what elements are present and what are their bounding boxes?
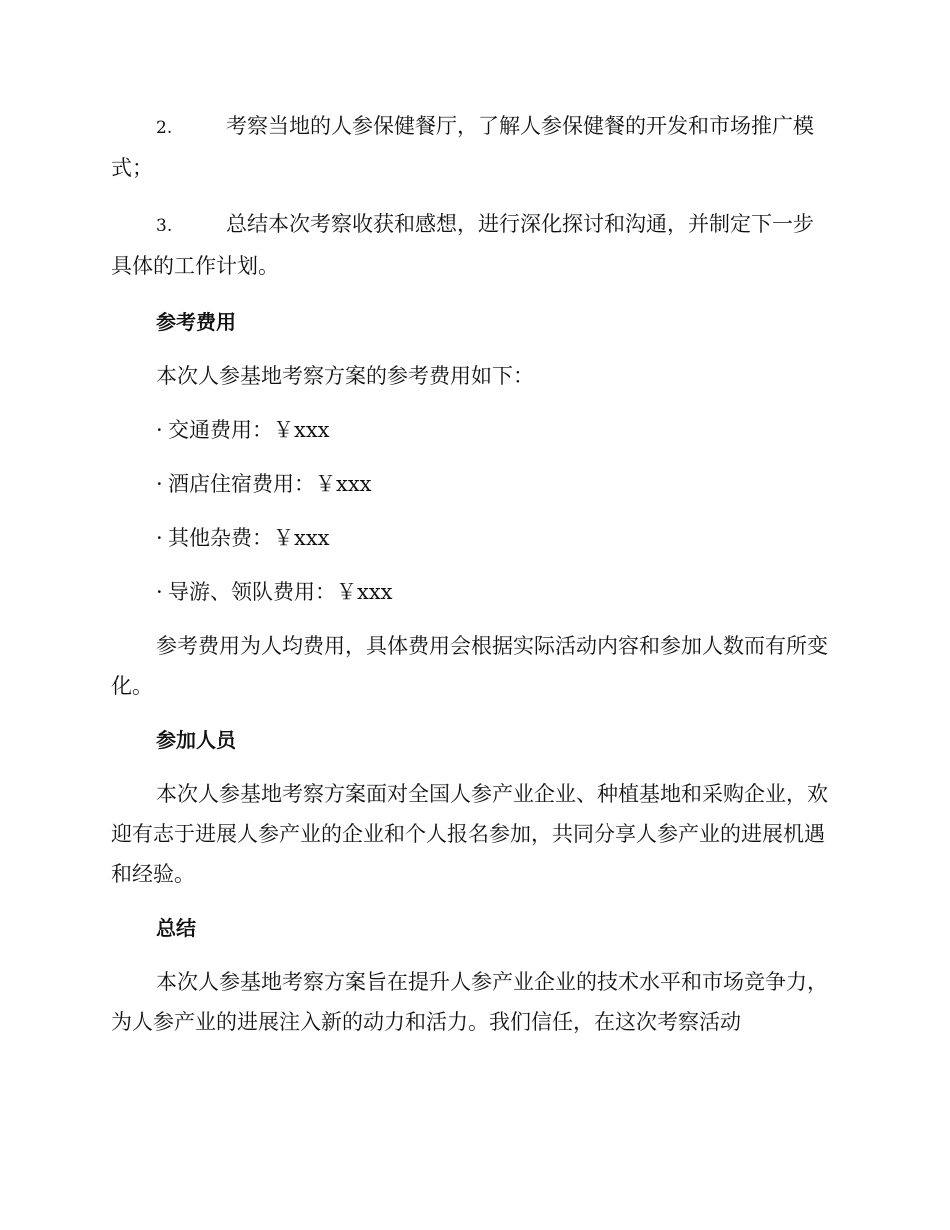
bullet-icon: · [156,418,163,442]
fee-item-text: 导游、领队费用：￥xxx [168,580,393,604]
fee-item-misc [111,518,833,558]
fees-note: 参考费用为人均费用，具体费用会根据实际活动内容和参加人数而有所变化。 [111,634,828,698]
bullet-icon: · [156,580,163,604]
fee-item-text: 交通费用：￥xxx [168,418,330,442]
fee-item-hotel [111,464,833,504]
item-number: 3. [156,216,173,236]
fee-item-guide [111,572,833,612]
participants-text: 本次人参基地考察方案面对全国人参产业企业、种植基地和采购企业，欢迎有志于进展人参产业的企业和个人报名参加，共同分享人参产业的进展机遇和经验。 [111,782,828,886]
item-text: 总结本次考察收获和感想，进行深化探讨和沟通，并制定下一步具体的工作计划。 [111,212,814,278]
fee-item-text: 酒店住宿费用：￥xxx [168,472,372,496]
item-number: 2. [156,118,173,138]
document-page [111,106,833,1056]
bullet-icon: · [156,526,163,550]
section-heading-participants: 参加人员 [156,728,236,752]
summary-text: 本次人参基地考察方案旨在提升人参产业企业的技术水平和市场竞争力，为人参产业的进展注入新的动力和活力。我们信任，在这次考察活动 [111,970,828,1034]
section-heading-fees: 参考费用 [156,310,236,334]
fee-item-text: 其他杂费：￥xxx [168,526,330,550]
item-text: 考察当地的人参保健餐厅，了解人参保健餐的开发和市场推广模式； [111,114,814,180]
numbered-item-2 [111,106,833,188]
fee-item-transport [111,410,833,450]
bullet-icon: · [156,472,163,496]
section-heading-summary: 总结 [156,916,196,940]
numbered-item-3 [111,204,833,286]
fees-intro: 本次人参基地考察方案的参考费用如下： [156,364,534,388]
